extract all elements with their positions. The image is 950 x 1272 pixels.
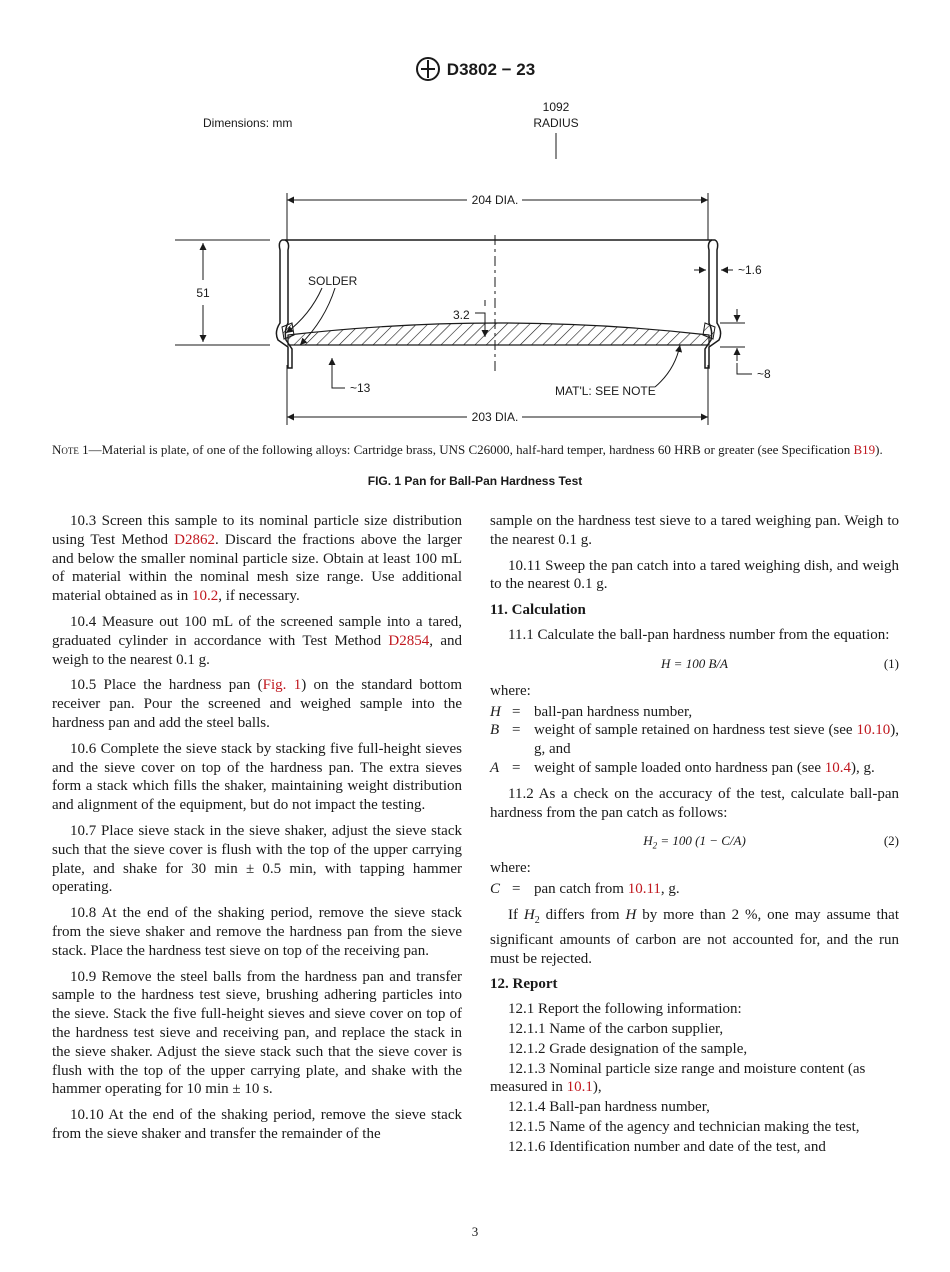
paragraph-10-4: 10.4 Measure out 100 mL of the screened sample into a tared, graduated cylinder in accordance with Test Method D2854, and weigh to the nearest 0.1 g. [52,613,462,668]
astm-logo-icon [415,56,441,82]
equation-1-number: (1) [883,655,899,671]
paragraph-h2-check: If $H_2$ differs from H by more than 2 %, one may assume that significant amounts of carbon are not accounted for, and the run must be rejected. [490,906,899,967]
equation-2-formula: $H_2 = 100$ (1 − C/A) [643,833,746,851]
note-text: —Material is plate, of one of the following alloys: Cartridge brass, UNS C26000, half-hard temper, hardness 60 HRB or greater (see Specification [88,442,854,457]
ref-10-11-link[interactable]: 10.11 [627,881,661,898]
foot-label: ~13 [350,381,371,395]
page-number: 3 [471,1224,479,1239]
radius-word-label: RADIUS [533,116,579,130]
where-label-2: where: [490,860,531,877]
ref-10-10-link[interactable]: 10.10 [856,722,891,739]
paragraph-10-9: 10.9 Remove the steel balls from the hardness pan and transfer sample to the hardness test sieve, brushing adhering particles into the sieve. Stack the five full-height sieves and sieve cover on top of the hardness test sieve and receiving pan, and replace the stack in the sieve shaker. Adjust the sieve stack such that the sieve cover is flush with the top of the upper carrying plate, and shake with the hammer operating for 10 min ± 10 s. [52,968,462,1098]
paragraph-10-3: 10.3 Screen this sample to its nominal particle size distribution using Test Method D2862. Discard the fractions above the larger and below the smaller nominal particle size. Obtain at least 100 mL of material within the nominal mesh size range. Use additional material obtained as in 10.2, if necessary. [52,513,462,605]
definition-a: A = weight of sample loaded onto hardness pan (see 10.4), g. [490,759,875,776]
paragraph-10-8: 10.8 At the end of the shaking period, remove the sieve stack from the sieve shaker and remove the hardness pan from the sieve stack. Place the hardness test sieve on top of the receiving pan. [52,905,462,959]
top-diameter-label: 204 DIA. [471,193,519,207]
left-column [52,512,462,1151]
definition-b: B = weight of sample retained on hardness test sieve (see 10.10), g, and [490,722,899,758]
paragraph-10-10-continued: sample on the hardness test sieve to a tared weighing pan. Weigh to the nearest 0.1 g. [490,513,899,548]
ref-d2854-link[interactable]: D2854 [388,632,430,649]
height-label: 51 [196,286,210,300]
report-item-12-1: 12.1 Report the following information: [508,1001,742,1018]
paragraph-11-2: 11.2 As a check on the accuracy of the test, calculate ball-pan hardness from the pan catch as follows: [490,785,899,821]
note-end: ). [875,442,883,457]
report-item-12-1-4: 12.1.4 Ball-pan hardness number, [508,1099,710,1116]
paragraph-10-6: 10.6 Complete the sieve stack by stacking five full-height sieves and the sieve cover on top of the hardness pan. The extra sieves form a stack which fills the shaker, maintaining weight distribution and alignment of the equipment, but do not impact the testing. [52,740,462,814]
radius-value-label: 1092 [542,100,570,114]
paragraph-10-11: 10.11 Sweep the pan catch into a tared weighing dish, and weigh to the nearest 0.1 g. [490,557,899,593]
definition-c: C = pan catch from 10.11, g. [490,881,680,898]
ref-fig1-link[interactable]: Fig. 1 [262,677,302,694]
equation-2 [490,829,899,853]
note-label: Note 1 [52,442,89,457]
solder-label: SOLDER [308,274,358,288]
wall-thickness-label: ~1.6 [738,263,762,277]
right-column [490,512,899,1158]
section-12-heading: 12. Report [490,976,558,993]
ref-10-2-link[interactable]: 10.2 [191,588,219,605]
paragraph-11-1: 11.1 Calculate the ball-pan hardness number from the equation: [508,626,890,643]
material-label: MAT'L: SEE NOTE [555,384,656,398]
report-list [490,1000,899,1156]
report-item-12-1-3: 12.1.3 Nominal particle size range and moisture content (as measured in 10.1), [490,1060,866,1096]
ref-10-4-link[interactable]: 10.4 [824,759,851,776]
dimensions-label: Dimensions: mm [203,116,293,130]
report-item-12-1-6: 12.1.6 Identification number and date of the test, and [508,1138,826,1155]
paragraph-10-10: 10.10 At the end of the shaking period, remove the sieve stack from the sieve shaker and transfer the remainder of the [52,1107,462,1142]
report-item-12-1-5: 12.1.5 Name of the agency and technician making the test, [508,1118,860,1135]
paragraph-10-5: 10.5 Place the hardness pan (Fig. 1) on the standard bottom receiver pan. Pour the screened and weighed sample into the hardness pan and add the steel balls. [52,677,463,731]
definition-h: H = ball-pan hardness number, [490,703,693,720]
equation-1 [490,652,899,676]
rim-label: ~8 [757,367,771,381]
paragraph-10-7: 10.7 Place sieve stack in the sieve shaker, adjust the sieve stack such that the sieve cover is flush with the top of the upper carrying plate, and shake for 30 min ± 0.5 min, with tapping hammer operating. [52,822,462,896]
where-label-1: where: [490,682,531,699]
ref-d2862-link[interactable]: D2862 [174,531,215,548]
standard-designation: D3802 − 23 [446,60,536,79]
figure-note [52,441,898,458]
section-11-heading: 11. Calculation [490,602,586,619]
depth-label: 3.2 [453,308,470,322]
document-header [0,56,950,82]
pan-drawing [170,95,790,430]
bottom-diameter-label: 203 DIA. [471,410,519,424]
report-item-12-1-2: 12.1.2 Grade designation of the sample, [508,1040,748,1057]
figure-caption: FIG. 1 Pan for Ball-Pan Hardness Test [367,474,583,488]
note-ref-link[interactable]: B19 [853,442,876,457]
ref-10-1-link[interactable]: 10.1 [566,1079,593,1096]
report-item-12-1-1: 12.1.1 Name of the carbon supplier, [508,1020,724,1037]
equation-2-number: (2) [883,833,899,849]
equation-1-formula: H = 100 B/A [661,655,728,671]
